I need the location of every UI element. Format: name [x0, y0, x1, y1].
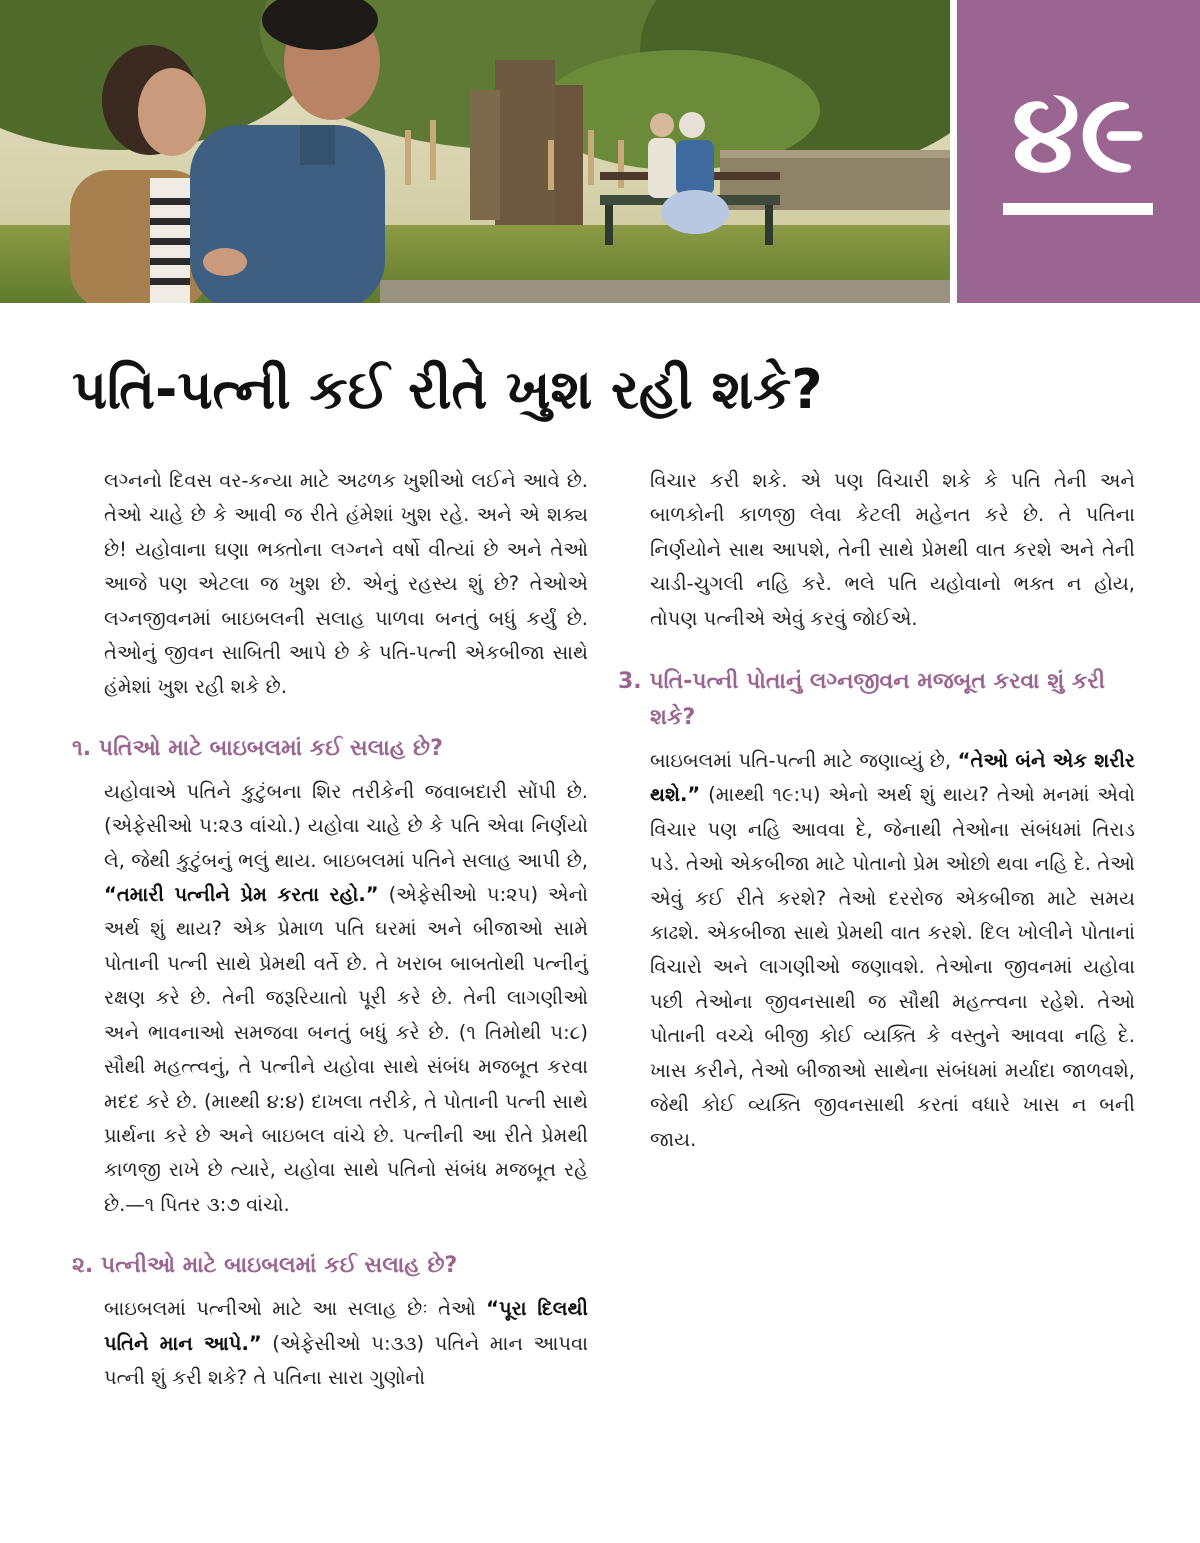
section-2-heading: ૨. પત્નીઓ માટે બાઇબલમાં કઈ સલાહ છે?: [72, 1253, 458, 1279]
section-3-paragraph: [650, 744, 1135, 1157]
hero-photo: [0, 0, 950, 303]
badge-underline: [1003, 203, 1153, 215]
section-3-text-b: (માથ્થી ૧૯:૫) એનો અર્થ શું થાય? તેઓ મનમાં એવો વિચાર પણ નહિ આવવા દે, જેનાથી તેઓના સંબંધમાં તિરાડ પડે. તેઓ એકબીજા માટે પોતાનો પ્રેમ ઓછો થવા નહિ દે. તેઓ એવું કઈ રીતે કરશે? તેઓ દરરોજ એકબીજા માટે સમય કાઢશે. એકબીજા સાથે પ્રેમથી વાત કરશે. દિલ ખોલીને પોતાનાં વિચારો અને લાગણીઓ જણાવશે. તેઓના જીવનમાં યહોવા પછી તેઓના જીવનસાથી જ સૌથી મહત્ત્વના રહેશે. તેઓ પોતાની વચ્ચે બીજી કોઈ વ્યક્તિ કે વસ્તુને આવવા નહિ દે. ખાસ કરીને, તેઓ બીજાઓ સાથેના સંબંધમાં મર્યાદા જાળવશે, જેથી કોઈ વ્યક્તિ જીવનસાથી કરતાં વધારે ખાસ ન બની જાય.: [650, 783, 1135, 1151]
park-scene-illustration: [0, 0, 950, 303]
section-1-quote: “તમારી પત્નીને પ્રેમ કરતા રહો.”: [104, 883, 379, 907]
section-2-quote: “પૂરા દિલથી પતિને માન આપે.”: [104, 1297, 588, 1355]
section-1-text-b: (એફેસીઓ ૫:૨૫) એનો અર્થ શું થાય? એક પ્રેમાળ પતિ ઘરમાં અને બીજાઓ સામે પોતાની પત્ની સાથે પ્રેમથી વર્તે છે. તે ખરાબ બાબતોથી પત્નીનું રક્ષણ કરે છે. તેની જરૂરિયાતો પૂરી કરે છે. તેની લાગણીઓ અને ભાવનાઓ સમજવા બનતું બધું કરે છે. (૧ તિમોથી ૫:૮) સૌથી મહત્ત્વનું, તે પત્નીને યહોવા સાથે સંબંધ મજબૂત કરવા મદદ કરે છે. (માથ્થી ૪:૪) દાખલા તરીકે, તે પોતાની પત્ની સાથે પ્રાર્થના કરે છે અને બાઇબલ વાંચે છે. પત્નીની આ રીતે પ્રેમથી કાળજી રાખે છે ત્યારે, યહોવા સાથે પતિનો સંબંધ મજબૂત રહે છે.—૧ પિતર ૩:૭ વાંચો.: [104, 883, 588, 1216]
section-1-text-a: યહોવાએ પતિને કુટુંબના શિર તરીકેની જવાબદારી સોંપી છે. (એફેસીઓ ૫:૨૩ વાંચો.) યહોવા ચાહે છે કે પતિ એવા નિર્ણયો લે, જેથી કુટુંબનું ભલું થાય. બાઇબલમાં પતિને સલાહ આપી છે,: [104, 779, 588, 872]
intro-paragraph: લગ્નનો દિવસ વર-કન્યા માટે અઢળક ખુશીઓ લઈને આવે છે. તેઓ ચાહે છે કે આવી જ રીતે હંમેશાં ખુશ રહે. અને એ શક્ય છે! યહોવાના ઘણા ભક્તોના લગ્નને વર્ષો વીત્યાં છે અને તેઓ આજે પણ એટલા જ ખુશ છે. એનું રહસ્ય શું છે? તેઓએ લગ્નજીવનમાં બાઇબલની સલાહ પાળવા બનતું બધું કર્યું છે. તેઓનું જીવન સાબિતી આપે છે કે પતિ-પત્ની એકબીજા સાથે હંમેશાં ખુશ રહી શકે છે.: [104, 469, 588, 699]
right-column: [618, 464, 1136, 1157]
lesson-number: ૪૯: [1011, 69, 1146, 197]
section-1-paragraph: [104, 775, 588, 1222]
left-column: [72, 464, 588, 1395]
lesson-number-badge: [957, 0, 1200, 303]
section-3-text-a: બાઇબલમાં પતિ-પત્ની માટે જણાવ્યું છે,: [650, 749, 958, 773]
section-1-heading: ૧. પતિઓ માટે બાઇબલમાં કઈ સલાહ છે?: [72, 735, 443, 761]
section-2-text-a: બાઇબલમાં પત્નીઓ માટે આ સલાહ છેઃ તેઓ: [104, 1297, 487, 1321]
section-2-paragraph: [104, 1292, 588, 1395]
section-2-text-b: (એફેસીઓ ૫:૩૩) પતિને માન આપવા પત્ની શું કરી શકે? તે પતિના સારા ગુણોનો: [104, 1331, 588, 1389]
section-3-quote: “તેઓ બંને એક શરીર થશે.”: [650, 749, 1136, 807]
section-3-heading: 3. પતિ-પત્ની પોતાનું લગ્નજીવન મજબૂત કરવા શું કરી શકે?: [618, 669, 1106, 731]
section-2-continued: વિચાર કરી શકે. એ પણ વિચારી શકે કે પતિ તેની અને બાળકોની કાળજી લેવા કેટલી મહેનત કરે છે. તે પતિના નિર્ણયોને સાથ આપશે, તેની સાથે પ્રેમથી વાત કરશે અને તેની ચાડી-ચુગલી નહિ કરે. ભલે પતિ યહોવાનો ભક્ત ન હોય, તોપણ પત્નીએ એવું કરવું જોઈએ.: [650, 469, 1135, 630]
page-title: પતિ-પત્ની કઈ રીતે ખુશ રહી શકે?: [72, 358, 823, 421]
